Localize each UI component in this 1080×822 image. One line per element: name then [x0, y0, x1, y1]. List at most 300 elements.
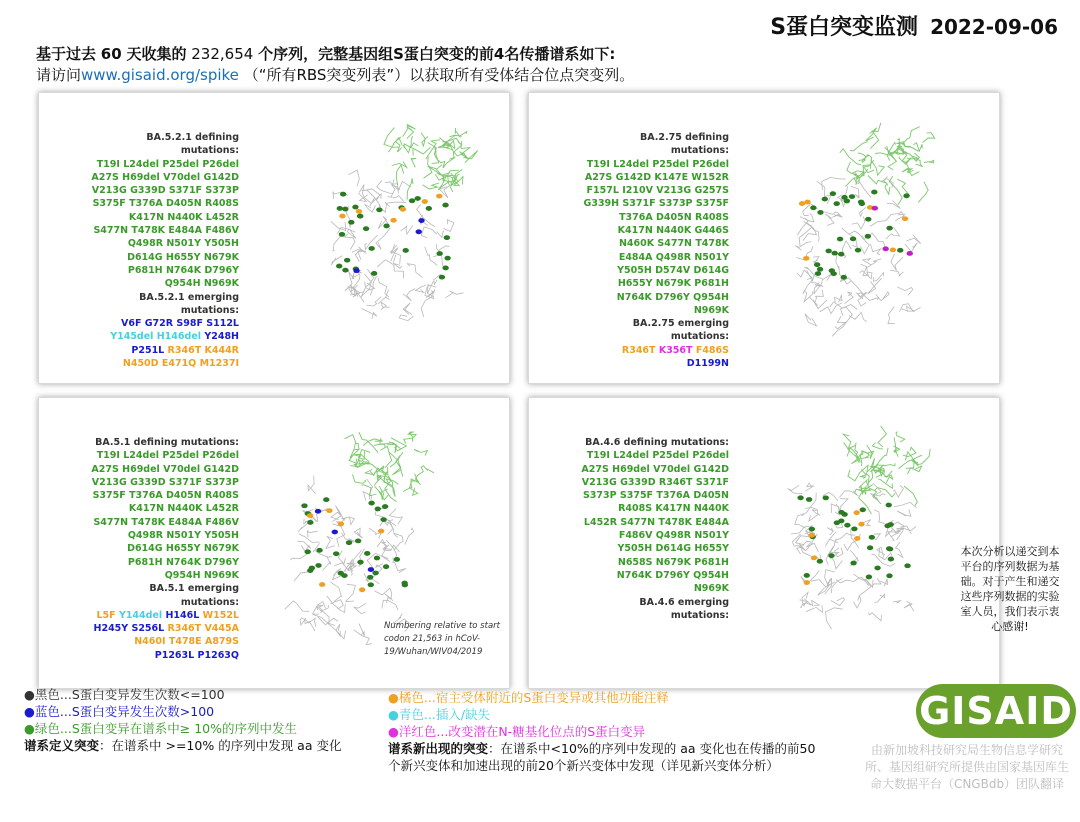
mutation-marker	[352, 205, 358, 210]
protein-strand	[353, 474, 366, 483]
protein-strand	[897, 287, 913, 296]
protein-strand	[348, 170, 359, 186]
spike-protein-structure-image	[309, 121, 479, 341]
mutation-line	[39, 649, 239, 662]
mutation-marker	[416, 229, 422, 234]
intro-line-2	[36, 65, 634, 86]
mutation-marker	[809, 533, 815, 538]
mutation-text: BA.5.2.1 defining	[146, 132, 239, 143]
mutation-line	[529, 184, 729, 197]
protein-strand	[403, 488, 418, 496]
mutation-marker	[353, 268, 359, 273]
protein-strand	[906, 235, 920, 244]
mutation-marker	[359, 587, 365, 592]
protein-strand	[822, 177, 846, 190]
mutation-marker	[834, 201, 840, 206]
protein-strand	[853, 596, 861, 608]
mutation-marker	[797, 495, 803, 500]
protein-strand	[888, 532, 896, 541]
mutation-marker	[871, 190, 877, 195]
spike-protein-structure-image	[269, 426, 439, 646]
mutation-text: D614G H655Y N679K	[127, 543, 239, 555]
protein-strand	[876, 448, 888, 468]
mutation-text: BA.4.6 emerging	[639, 596, 729, 608]
protein-strand	[323, 557, 332, 571]
mutation-line	[529, 171, 729, 184]
mutation-text: F486V Q498R N501Y	[618, 530, 729, 542]
mutation-line	[529, 264, 729, 277]
mutation-marker	[339, 214, 345, 219]
mutation-line	[39, 144, 239, 157]
mutation-line	[39, 224, 239, 237]
mutation-line	[529, 582, 729, 595]
protein-strand	[332, 524, 344, 547]
mutation-text: mutations:	[670, 331, 729, 343]
protein-strand	[423, 183, 439, 189]
protein-strand	[411, 159, 416, 168]
protein-strand	[905, 146, 919, 151]
mutation-line	[529, 529, 729, 542]
intro-visit: 请访问	[36, 66, 82, 84]
protein-strand	[907, 169, 913, 173]
protein-strand	[820, 303, 843, 314]
mutation-marker	[307, 520, 313, 525]
mutation-marker	[825, 249, 831, 254]
mutation-marker	[817, 267, 823, 272]
mutation-line	[529, 436, 729, 449]
mutation-marker	[838, 519, 844, 524]
mutation-marker	[902, 216, 908, 221]
protein-strand	[844, 292, 853, 304]
mutation-line	[39, 277, 239, 290]
panel-ba-5-2-1	[38, 92, 510, 384]
protein-strand	[797, 218, 808, 235]
mutation-line	[39, 211, 239, 224]
protein-strand	[891, 254, 903, 271]
mutation-line	[529, 449, 729, 462]
mutation-marker	[804, 580, 810, 585]
intro-text-c: 个序列，完整基因组S蛋白突变的前	[258, 45, 494, 63]
protein-strand	[394, 255, 404, 279]
mutation-marker	[874, 566, 880, 571]
mutation-line	[39, 237, 239, 250]
intro-line-1	[36, 44, 634, 65]
mutation-line	[39, 449, 239, 462]
protein-strand	[868, 176, 888, 186]
mutation-line	[39, 344, 239, 357]
mutation-text: W152L	[199, 609, 239, 621]
protein-strand	[445, 291, 463, 298]
intro-text-rbs: （“所有RBS突变列表”）以获取所有受体结合位点突变列。	[243, 66, 635, 84]
mutation-marker	[390, 218, 396, 223]
mutation-text: R346T V445A	[164, 623, 239, 635]
mutation-marker	[409, 198, 415, 203]
mutation-line	[529, 224, 729, 237]
legend-cyan: ●青色...插入/缺失	[388, 707, 491, 722]
mutation-marker	[394, 557, 400, 562]
mutation-text: N969K	[693, 583, 729, 595]
protein-strand	[380, 446, 391, 467]
protein-strand	[414, 449, 427, 455]
protein-strand	[902, 306, 914, 311]
protein-strand	[415, 285, 426, 292]
mutation-marker	[838, 252, 844, 257]
mutation-line	[39, 264, 239, 277]
protein-strand	[860, 207, 866, 216]
mutation-marker	[860, 507, 866, 512]
legend-defining-def	[24, 737, 341, 754]
protein-strand	[299, 534, 319, 542]
mutation-line	[529, 489, 729, 502]
legend-emerging-label: 谱系新出现的突变	[388, 741, 489, 756]
mutation-text: H655Y N679K P681H	[617, 278, 729, 290]
page-title: S蛋白突变监测	[770, 15, 919, 40]
mutation-list	[529, 436, 729, 622]
mutation-text: Y505H D574V D614G	[617, 264, 729, 276]
protein-strand	[826, 608, 843, 629]
mutation-text: N460K S477N T478K	[618, 238, 729, 250]
protein-strand	[884, 475, 893, 483]
protein-strand	[813, 257, 819, 263]
protein-strand	[856, 178, 872, 197]
mutation-line	[39, 291, 239, 304]
legend-emerging-text-1: ：在谱系中<10%的序列中发现的 aa 变化也在传播的前50	[488, 741, 816, 756]
mutation-text: BA.5.1 defining mutations:	[95, 437, 239, 448]
mutation-line	[529, 542, 729, 555]
mutation-text: T19I L24del P25del P26del	[586, 450, 729, 462]
mutation-line	[529, 304, 729, 317]
mutation-line	[39, 330, 239, 343]
protein-strand	[897, 527, 916, 532]
protein-strand	[918, 182, 928, 203]
mutation-marker	[439, 275, 445, 280]
mutation-marker	[372, 571, 378, 576]
mutation-marker	[426, 206, 432, 211]
mutation-text: BA.5.2.1 emerging	[139, 291, 239, 303]
mutation-text: K417N N440K L452R	[128, 211, 239, 223]
protein-strand	[870, 244, 880, 255]
protein-strand	[897, 509, 911, 516]
protein-strand	[878, 426, 886, 447]
mutation-text: R408S K417N N440K	[618, 503, 729, 515]
mutation-text: mutations:	[670, 145, 729, 157]
mutation-marker	[806, 497, 812, 502]
panel-ba-5-1	[38, 397, 510, 689]
legend-defining-label: 谱系定义突变	[24, 738, 100, 753]
numbering-line: codon 21,563 in hCoV-	[384, 634, 481, 644]
protein-strand	[403, 125, 416, 137]
protein-strand	[405, 528, 414, 545]
mutation-marker	[854, 536, 860, 541]
protein-strand	[333, 235, 341, 251]
mutation-line	[529, 502, 729, 515]
mutation-marker	[886, 573, 892, 578]
mutation-line	[529, 277, 729, 290]
protein-strand	[390, 245, 400, 264]
protein-strand	[421, 133, 428, 147]
mutation-text: N764K D796Y Q954H	[616, 569, 729, 581]
mutation-marker	[872, 206, 878, 211]
mutation-marker	[341, 573, 347, 578]
protein-strand	[392, 562, 406, 573]
mutation-marker	[380, 517, 386, 522]
protein-strand	[399, 315, 413, 321]
mutation-marker	[865, 234, 871, 239]
mutation-marker	[342, 207, 348, 212]
protein-strand	[381, 302, 390, 310]
mutation-text: L452R S477N T478K E484A	[583, 516, 729, 528]
protein-strand	[858, 153, 866, 161]
protein-strand	[366, 297, 381, 306]
legend-magenta: ●洋红色...改变潜在N-糖基化位点的S蛋白变异	[388, 724, 646, 739]
report-date: 2022-09-06	[930, 15, 1058, 39]
protein-strand	[454, 142, 465, 156]
protein-strand	[868, 278, 882, 294]
mutation-marker	[841, 195, 847, 200]
mutation-line	[39, 463, 239, 476]
mutation-marker	[904, 563, 910, 568]
mutation-line	[529, 357, 729, 370]
protein-strand	[404, 434, 416, 443]
intro-text-a: 基于过去	[36, 45, 97, 63]
mutation-marker	[342, 268, 348, 273]
mutation-text: S375F T376A D405N R408S	[92, 490, 239, 502]
protein-strand	[421, 227, 436, 238]
mutation-line	[529, 463, 729, 476]
mutation-text: S477N T478K E484A F486V	[93, 225, 239, 237]
protein-strand	[827, 528, 833, 536]
protein-strand	[893, 601, 901, 603]
mutation-text: Q498R N501Y Y505H	[127, 530, 239, 542]
mutation-line	[39, 609, 239, 622]
mutation-text: V6F G72R S98F S112L	[121, 318, 239, 330]
mutation-marker	[867, 545, 873, 550]
protein-strand	[900, 304, 921, 312]
protein-strand	[308, 476, 316, 494]
mutation-marker	[828, 553, 834, 558]
mutation-marker	[886, 226, 892, 231]
protein-strand	[800, 213, 814, 222]
mutation-line	[39, 476, 239, 489]
mutation-marker	[799, 201, 805, 206]
mutation-marker	[301, 503, 307, 508]
protein-strand	[924, 160, 934, 163]
mutation-line	[39, 251, 239, 264]
gisaid-spike-link[interactable]: www.gisaid.org/spike	[81, 66, 239, 84]
protein-strand	[403, 303, 412, 315]
legend-orange: ●橘色...宿主受体附近的S蛋白变异或其他功能注释	[388, 690, 669, 705]
mutation-marker	[375, 507, 381, 512]
protein-strand	[354, 528, 362, 538]
numbering-line: 19/Wuhan/WIV04/2019	[384, 647, 483, 657]
mutation-text: K417N N440K G446S	[617, 225, 729, 237]
mutation-line	[39, 171, 239, 184]
mutation-text: T19I L24del P25del P26del	[96, 158, 239, 170]
mutation-marker	[890, 248, 896, 253]
mutation-marker	[378, 529, 384, 534]
mutation-text: N764K D796Y Q954H	[616, 291, 729, 303]
protein-strand	[897, 142, 906, 146]
protein-strand	[408, 432, 413, 442]
mutation-marker	[817, 559, 823, 564]
mutation-line	[529, 596, 729, 609]
mutation-marker	[855, 248, 861, 253]
mutation-marker	[854, 510, 860, 515]
protein-strand	[801, 571, 820, 585]
protein-strand	[899, 460, 919, 469]
mutation-line	[39, 197, 239, 210]
protein-strand	[847, 162, 865, 174]
protein-strand	[815, 290, 823, 302]
mutation-line	[529, 144, 729, 157]
protein-strand	[863, 259, 872, 266]
mutation-text: BA.4.6 defining mutations:	[585, 437, 729, 448]
mutation-marker	[376, 207, 382, 212]
protein-strand	[401, 225, 413, 234]
protein-strand	[835, 295, 842, 302]
mutation-marker	[383, 564, 389, 569]
mutation-text: mutations:	[180, 304, 239, 316]
protein-strand	[845, 177, 857, 186]
protein-strand	[874, 594, 884, 603]
protein-strand	[797, 270, 812, 280]
mutation-line	[39, 516, 239, 529]
protein-strand	[876, 463, 895, 466]
protein-strand	[826, 214, 834, 225]
panel-ba-4-6	[528, 397, 1000, 689]
protein-strand	[365, 469, 373, 474]
protein-strand	[843, 434, 856, 449]
mutation-line	[39, 184, 239, 197]
legend-defining-text: ：在谱系中 >=10% 的序列中发现 aa 变化	[99, 738, 342, 753]
mutation-line	[39, 569, 239, 582]
mutation-marker	[356, 209, 362, 214]
mutation-line	[529, 211, 729, 224]
legend-emerging-text-2: 个新兴变体和加速出现的前20个新兴变体中发现（详见新兴变体分析）	[388, 758, 779, 773]
mutation-marker	[316, 548, 322, 553]
legend-left	[24, 686, 341, 754]
mutation-line	[529, 237, 729, 250]
protein-strand	[440, 157, 455, 168]
protein-strand	[346, 584, 356, 601]
mutation-text: P681H N764K D796Y	[127, 556, 239, 568]
mutation-marker	[822, 197, 828, 202]
protein-strand	[407, 178, 413, 200]
mutation-text: N450D E471Q M1237I	[122, 358, 239, 370]
mutation-marker	[333, 551, 339, 556]
mutation-marker	[831, 251, 837, 256]
mutation-marker	[402, 248, 408, 253]
protein-strand	[331, 221, 346, 230]
mutation-marker	[340, 192, 346, 197]
protein-strand	[394, 533, 404, 550]
intro-lineage-count: 4	[493, 45, 505, 63]
mutation-line	[529, 317, 729, 330]
mutation-text: N658S N679K P681H	[617, 556, 729, 568]
protein-strand	[868, 613, 881, 621]
protein-strand	[903, 447, 916, 456]
mutation-text: F157L I210V V213G G257S	[586, 185, 729, 197]
protein-strand	[871, 160, 885, 175]
protein-strand	[354, 603, 366, 613]
protein-strand	[443, 220, 454, 232]
mutation-line	[39, 489, 239, 502]
protein-strand	[905, 243, 918, 252]
mutation-text: Q954H N969K	[164, 569, 239, 581]
protein-strand	[345, 435, 359, 449]
protein-strand	[872, 443, 882, 450]
protein-strand	[870, 214, 899, 227]
protein-strand	[850, 142, 868, 151]
mutation-text: R346T	[621, 344, 656, 356]
mutation-text: BA.2.75 emerging	[632, 318, 729, 330]
protein-strand	[831, 598, 845, 606]
mutation-line	[529, 556, 729, 569]
mutation-text: S375F T376A D405N R408S	[92, 198, 239, 210]
mutation-text: T19I L24del P25del P26del	[96, 450, 239, 462]
mutation-text: S477N T478K E484A F486V	[93, 516, 239, 528]
protein-strand	[294, 572, 309, 581]
mutation-text: H146L	[162, 609, 200, 621]
protein-strand	[285, 601, 309, 611]
mutation-marker	[332, 530, 338, 535]
mutation-marker	[903, 193, 909, 198]
mutation-marker	[305, 549, 311, 554]
protein-strand	[903, 127, 920, 144]
protein-strand	[361, 308, 377, 318]
protein-strand	[814, 282, 821, 294]
protein-strand	[455, 170, 462, 181]
mutation-text: K356T	[655, 344, 693, 356]
mutation-marker	[422, 199, 428, 204]
protein-strand	[805, 483, 814, 491]
protein-strand	[389, 509, 402, 525]
mutation-marker	[850, 236, 856, 241]
mutation-line	[39, 622, 239, 635]
legend-middle	[388, 689, 815, 774]
mutation-marker	[357, 214, 363, 219]
protein-strand	[290, 545, 306, 560]
mutation-marker	[442, 266, 448, 271]
mutation-marker	[338, 521, 344, 526]
mutation-line	[39, 436, 239, 449]
protein-strand	[884, 181, 890, 194]
mutation-marker	[858, 522, 864, 527]
mutation-text: A27S H69del V70del G142D	[91, 463, 239, 475]
header	[770, 10, 1058, 41]
mutation-marker	[882, 246, 888, 251]
protein-strand	[795, 514, 806, 529]
mutation-marker	[348, 220, 354, 225]
protein-strand	[331, 256, 342, 266]
mutation-marker	[400, 207, 406, 212]
mutation-text: P681H N764K D796Y	[127, 264, 239, 276]
mutation-marker	[371, 271, 377, 276]
mutation-marker	[850, 561, 856, 566]
mutation-text: mutations:	[180, 145, 239, 157]
mutation-text: P251L	[131, 344, 165, 356]
sequence-count: 232,654	[191, 45, 254, 63]
protein-strand	[878, 479, 892, 489]
mutation-marker	[841, 275, 847, 280]
mutation-marker	[886, 503, 892, 508]
protein-strand	[800, 543, 813, 557]
mutation-text: BA.5.1 emerging	[149, 583, 239, 595]
mutation-marker	[865, 217, 871, 222]
spike-protein-structure-image	[769, 426, 939, 646]
mutation-marker	[368, 501, 374, 506]
protein-strand	[893, 485, 903, 497]
